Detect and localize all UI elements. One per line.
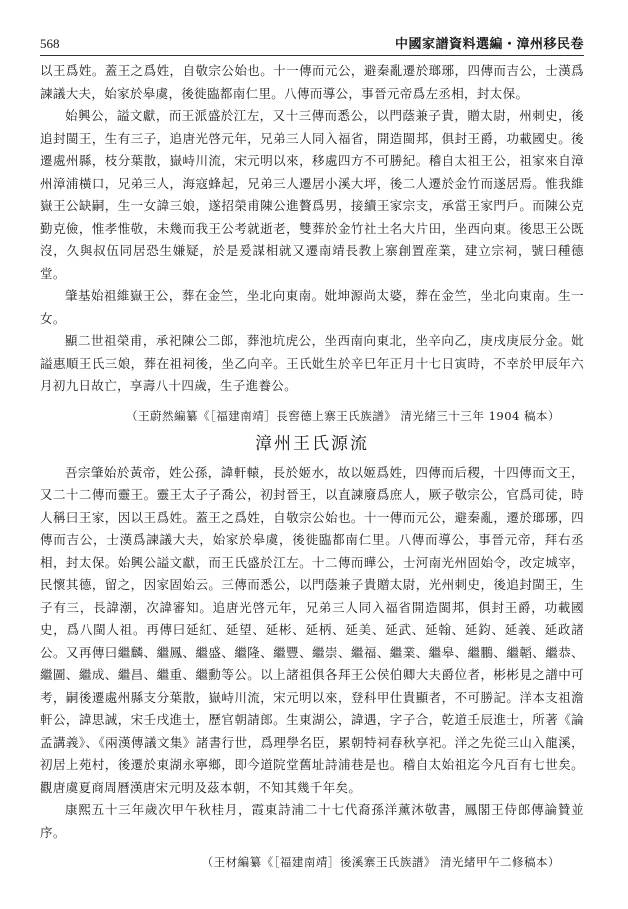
running-head: 中國家譜資料選編・漳州移民卷 xyxy=(394,37,584,52)
page-number: 568 xyxy=(40,36,60,51)
paragraph: 顯二世祖榮甫，承祀陳公二郎，葬池坑虎公，坐西南向東北，坐辛向乙，庚戌庚辰分金。妣謚惠順王氏三娘，葬在祖祠後，坐乙向辛。王氏妣生於辛巳年正月十七日寅時，不幸於甲辰年六月初九日故亡，享壽八十四歲，生子進養公。 xyxy=(40,333,584,393)
paragraph: 始興公，謚文獻，而王派盛於江左，又十三傳而悉公，以門蔭兼子貴，贈太尉，州刺史，後追封閩王，生有三子，追唐光啓元年，兄弟三人同入福省，開造閩邦，俱封王爵，功載國史。後遷處州縣，枝分葉散，嶽峙川流，宋元明以來，移處四方不可勝紀。稽自太祖王公，祖家來自漳州漳浦橫口，兄弟三人，海寇蜂起，兄弟三人遷居小溪大坪，後二人遷於金竹而遂居焉。惟我維嶽王公缺嗣，生一女諱三娘，遂招榮甫陳公進贅爲男，接續王家宗支，承當王家門戶。而陳公克勤克儉，惟孝惟敬，未幾而我王公考就逝老，雙葬於金竹社土名大片田，坐西向東。後思王公既沒，久與叔伍同居恐生嫌疑，於是爰謀相就又遷南靖長教上寨創置産業，建立宗祠，號曰種德堂。 xyxy=(40,108,584,281)
page-body xyxy=(40,60,584,878)
source-citation: （王蔚然編纂《［福建南靖］長窖德上寨王氏族譜》 清光緒三十三年 1904 稿本） xyxy=(126,408,560,423)
source-citation: （王材編纂《［福建南靖］後溪寨王氏族譜》 清光緒甲午二修稿本） xyxy=(201,855,560,869)
paragraph: 肇基始祖維嶽王公，葬在金竺，坐北向東南。妣坤源尚太婆，葬在金竺，坐北向東南。生一女。 xyxy=(40,288,584,326)
section-title: 漳州王氏源流 xyxy=(255,433,369,454)
paragraph: 吾宗肇始於黃帝，姓公孫，諱軒轅，長於姬水，故以姬爲姓，四傳而后稷，十四傳而文王，又二十二傳而靈王。靈王太子子喬公，初封晉王，以直諫廢爲庶人，厥子敬宗公，官爲司徒，時人稱曰王家，因以王爲姓。蓋王之爲姓，自敬宗公始也。十一傳而元公，避秦亂，遷於瑯琊，四傳而吉公，士漢爲諫議大夫，始家於皋虞，後徙臨都南仁里。八傳而導公，事晉元帝，拜右丞相，封太保。始興公謚文獻，而王氏盛於江左。十二傳而曄公，士河南光州固始令，改定城宰，民懷其德，留之，因家固始云。三傳而悉公，以門蔭兼子貴贈太尉，光州刺史，後追封閩王，生子有三，長諱潮，次諱審知。追唐光啓元年，兄弟三人同入福省開造閩邦，俱封王爵，功載國史，爲八閩人祖。再傳曰延紅、延望、延彬、延柄、延美、延武、延翰、延鈞、延義、延政諸公。又再傳曰繼麟、繼鳳、繼盛、繼隆、繼豐、繼崇、繼福、繼業、繼皋、繼鵬、繼韜、繼恭、繼圖、繼成、繼昌、繼重、繼勳等公。以上諸祖俱各拜王公侯伯卿大夫爵位者，彬彬見之譜中可考，嗣後遷處州縣支分葉散，嶽峙川流，宋元明以來，登科甲仕貴顯者，不可勝記。洋本支祖澹軒公，諱思誠，宋壬戌進士，歷官朝請郎。生東湖公，諱遇，字子合，乾道壬辰進士，所著《論孟講義》、《兩漢傳議文集》諸書行世，爲理學名臣，累朝特祠春秋享祀。洋之先從三山入龍溪，初居上苑村，後遷於東湖永寧鄉，即今道院堂舊址詩浦巷是也。稽自太始祖迄今凡百有七世矣。觀唐虞夏商周曆漢唐宋元明及茲本朝，不知其幾千年矣。 xyxy=(40,464,584,795)
paragraph: 康熙五十三年歲次甲午秋桂月，霞東詩浦二十七代裔孫洋薰沐敬書，鳳閣王侍郎傳論贊並序。 xyxy=(40,802,584,840)
page-header xyxy=(40,30,584,56)
paragraph: 以王爲姓。蓋王之爲姓，自敬宗公始也。十一傳而元公，避秦亂遷於瑯琊，四傳而吉公，士漢爲諫議大夫，始家於皋虞，後徙臨都南仁里。八傳而導公，事晉元帝爲左丞相，封太保。 xyxy=(40,63,584,101)
